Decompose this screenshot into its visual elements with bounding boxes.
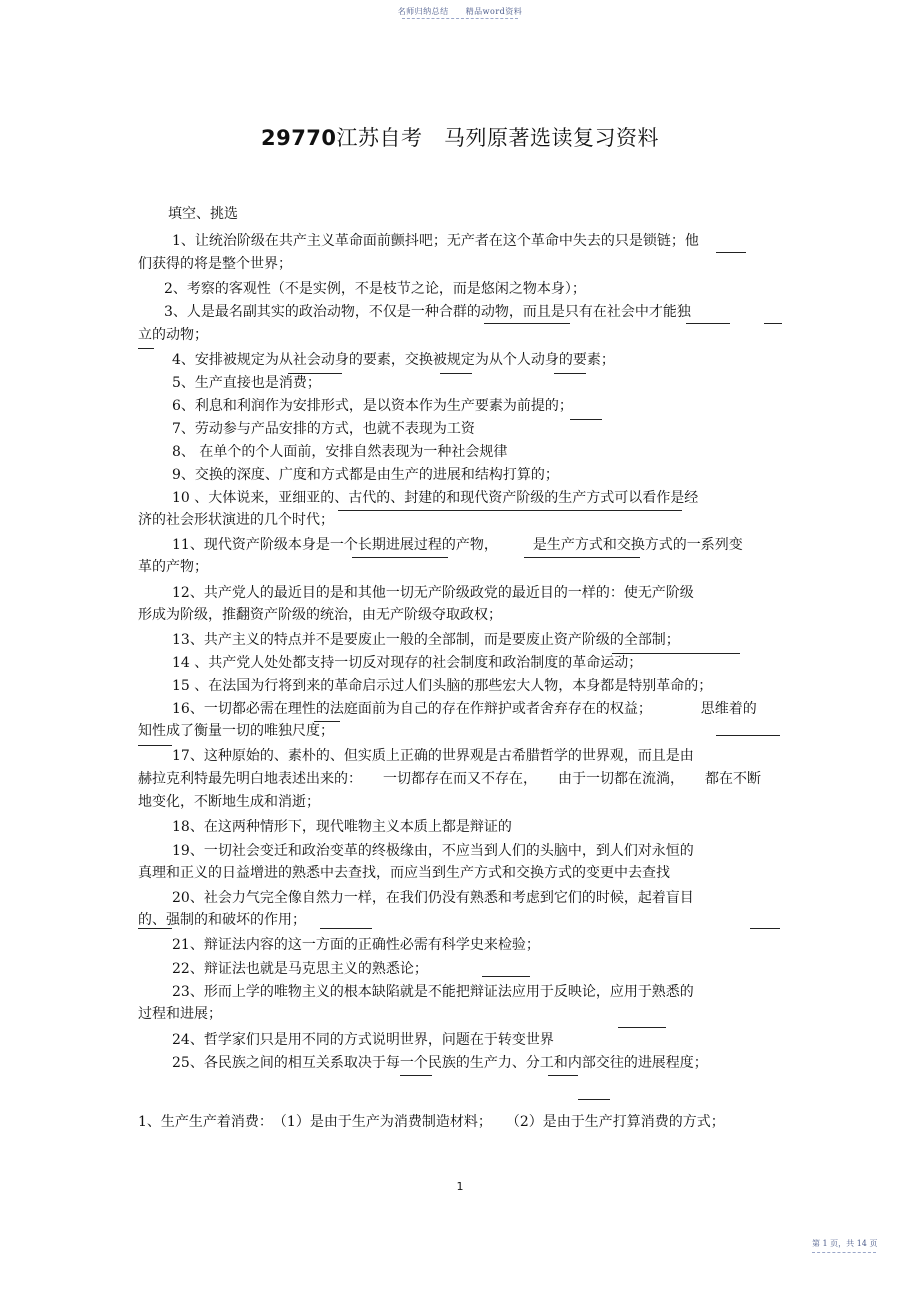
answer-blank-line bbox=[716, 735, 780, 736]
answer-blank-line bbox=[484, 323, 570, 324]
answer-blank-line bbox=[320, 928, 372, 929]
text-line: 形成为阶级，推翻资产阶级的统治，由无产阶级夺取政权； bbox=[138, 607, 502, 623]
text-line: 16、一切都必需在理性的法庭面前为自己的存在作辩护或者舍弃存在的权益； 思维着的 bbox=[172, 701, 757, 717]
answer-blank-line bbox=[138, 928, 172, 929]
text-line: 立的动物； bbox=[138, 327, 208, 343]
answer-blank-line bbox=[482, 976, 530, 977]
text-line: 23、形而上学的唯物主义的根本缺陷就是不能把辩证法应用于反映论，应用于熟悉的 bbox=[172, 984, 694, 1000]
answer-blank-line bbox=[138, 745, 172, 746]
section-heading: 填空、挑选 bbox=[168, 206, 238, 222]
footer-dashed-rule bbox=[812, 1252, 876, 1253]
page-header bbox=[0, 6, 920, 19]
text-line: 赫拉克利特最先明白地表述出来的： 一切都存在而又不存在， 由于一切都在流淌， 都在不断 bbox=[138, 771, 761, 787]
text-line: 4、安排被规定为从社会动身的要素，交换被规定为从个人动身的要素； bbox=[172, 352, 615, 368]
answer-blank-line bbox=[400, 1075, 432, 1076]
answer-blank-line bbox=[138, 348, 154, 349]
answer-blank-line bbox=[548, 1075, 578, 1076]
answer-blank-line bbox=[554, 373, 586, 374]
answer-blank-line bbox=[618, 1027, 666, 1028]
footer-text: 第 1 页，共 14 页 bbox=[812, 1239, 878, 1248]
answer-blank-line bbox=[612, 653, 740, 654]
page-footer bbox=[812, 1238, 877, 1253]
answer-blank-line bbox=[570, 419, 602, 420]
title-code: 29770 bbox=[260, 126, 337, 150]
text-line: 6、利息和利润作为安排形式，是以资本作为生产要素为前提的； bbox=[172, 398, 573, 414]
text-line: 过程和进展； bbox=[138, 1006, 222, 1022]
answer-blank-line bbox=[764, 323, 782, 324]
answer-blank-line bbox=[750, 928, 780, 929]
header-text: 名师归纳总结 精品word资料 bbox=[397, 7, 523, 16]
text-line: 济的社会形状演进的几个时代； bbox=[138, 512, 334, 528]
text-line: 20、社会力气完全像自然力一样，在我们仍没有熟悉和考虑到它们的时候，起着盲目 bbox=[172, 890, 694, 906]
text-line: 真理和正义的日益增进的熟悉中去查找，而应当到生产方式和交换方式的变更中去查找 bbox=[138, 865, 670, 881]
text-line: 们获得的将是整个世界； bbox=[138, 256, 292, 272]
header-dashed-rule bbox=[402, 18, 518, 19]
text-line: 14 、共产党人处处都支持一切反对现存的社会制度和政治制度的革命运动； bbox=[172, 655, 643, 671]
text-line: 19、一切社会变迁和政治变革的终极缘由，不应当到人们的头脑中，到人们对永恒的 bbox=[172, 843, 694, 859]
answer-blank-line bbox=[440, 373, 472, 374]
title-text: 江苏自考 马列原著选读复习资料 bbox=[336, 126, 660, 150]
text-line: 25、各民族之间的相互关系取决于每一个民族的生产力、分工和内部交往的进展程度； bbox=[172, 1055, 708, 1071]
text-line: 9、交换的深度、广度和方式都是由生产的进展和结构打算的； bbox=[172, 467, 559, 483]
page-number: 1 bbox=[456, 1180, 464, 1193]
text-line: 21、辩证法内容的这一方面的正确性必需有科学史来检验； bbox=[172, 937, 540, 953]
text-line: 的、强制的和破坏的作用； bbox=[138, 912, 306, 928]
text-line: 11、现代资产阶级本身是一个长期进展过程的产物， 是生产方式和交换方式的一系列变 bbox=[172, 537, 743, 553]
text-line: 2、考察的客观性（不是实例，不是枝节之论，而是悠闲之物本身）； bbox=[164, 281, 586, 297]
text-line: 8、 在单个的个人面前，安排自然表现为一种社会规律 bbox=[172, 444, 508, 460]
text-line: 24、哲学家们只是用不同的方式说明世界，问题在于转变世界 bbox=[172, 1032, 554, 1048]
text-line: 1、生产生产着消费： （1）是由于生产为消费制造材料； （2）是由于生产打算消费的方式； bbox=[138, 1114, 725, 1130]
text-line: 13、共产主义的特点并不是要废止一般的全部制，而是要废止资产阶级的全部制； bbox=[172, 632, 680, 648]
answer-blank-line bbox=[578, 1099, 610, 1100]
answer-blank-line bbox=[338, 510, 682, 511]
text-line: 3、人是最名副其实的政治动物，不仅是一种合群的动物，而且是只有在社会中才能独 bbox=[164, 304, 691, 320]
text-line: 7、劳动参与产品安排的方式，也就不表现为工资 bbox=[172, 421, 475, 437]
answer-blank-line bbox=[686, 323, 730, 324]
text-line: 知性成了衡量一切的唯独尺度； bbox=[138, 723, 334, 739]
text-line: 15 、在法国为行将到来的革命启示过人们头脑的那些宏大人物，本身都是特别革命的； bbox=[172, 678, 713, 694]
text-line: 革的产物； bbox=[138, 559, 208, 575]
text-line: 地变化，不断地生成和消逝； bbox=[138, 794, 320, 810]
answer-blank-line bbox=[314, 721, 340, 722]
answer-blank-line bbox=[716, 252, 746, 253]
text-line: 17、这种原始的、素朴的、但实质上正确的世界观是古希腊哲学的世界观，而且是由 bbox=[172, 748, 694, 764]
text-line: 10 、大体说来，亚细亚的、古代的、封建的和现代资产阶级的生产方式可以看作是经 bbox=[172, 490, 699, 506]
text-line: 12、共产党人的最近目的是和其他一切无产阶级政党的最近目的一样的：使无产阶级 bbox=[172, 585, 694, 601]
document-title bbox=[0, 122, 920, 152]
answer-blank-line bbox=[288, 373, 342, 374]
answer-blank-line bbox=[524, 557, 640, 558]
text-line: 1、让统治阶级在共产主义革命面前颤抖吧；无产者在这个革命中失去的只是锁链；他 bbox=[172, 233, 699, 249]
answer-blank-line bbox=[352, 557, 448, 558]
text-line: 5、生产直接也是消费； bbox=[172, 375, 321, 391]
text-line: 22、辩证法也就是马克思主义的熟悉论； bbox=[172, 961, 428, 977]
text-line: 18、在这两种情形下，现代唯物主义本质上都是辩证的 bbox=[172, 819, 512, 835]
